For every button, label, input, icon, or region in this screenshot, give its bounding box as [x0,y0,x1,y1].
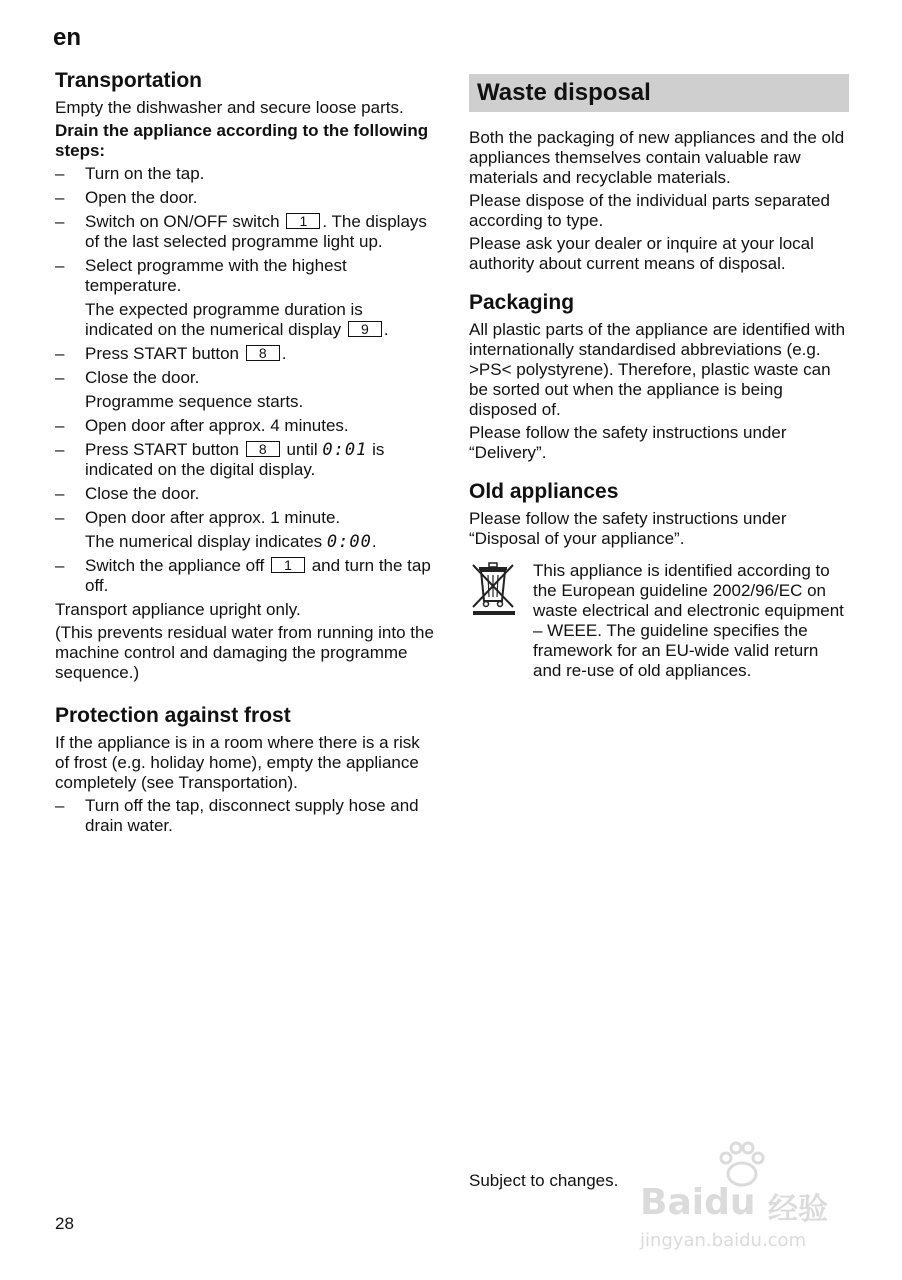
on-off-switch-key: 1 [271,557,305,573]
list-item: – Turn on the tap. [55,164,435,184]
list-note: The expected programme duration is indicated on the numerical display 9 . [85,300,389,339]
watermark [640,1140,860,1260]
watermark-brand: Baidu [640,1182,756,1223]
weee-text: This appliance is identified according to the European guideline 2002/96/EC on waste electrical and electronic equipment – WEEE. The guideline specifies the framework for an EU-wide valid return and re-use of old appliances. [533,561,844,680]
drain-heading: Drain the appliance according to the following steps: [55,121,429,160]
numerical-display-key: 9 [348,321,382,337]
page-number: 28 [55,1214,74,1233]
transportation-heading: Transportation [55,69,203,92]
waste-paragraph: Both the packaging of new appliances and the old appliances themselves contain valuable raw materials and recyclable materials. [469,128,845,187]
subject-to-changes: Subject to changes. [469,1171,619,1190]
watermark-cn: 经验 [768,1192,828,1227]
language-code: en [53,24,82,51]
old-appliances-heading: Old appliances [469,480,619,503]
list-item: – Switch the appliance off 1 and turn the tap off. [55,556,435,596]
list-item: – Close the door. [55,484,435,504]
waste-paragraph: Please ask your dealer or inquire at your local authority about current means of disposal. [469,234,814,273]
list-item: – Open door after approx. 4 minutes. [55,416,435,436]
on-off-switch-key: 1 [286,213,320,229]
watermark-url: jingyan.baidu.com [640,1230,807,1251]
list-item: – Open door after approx. 1 minute. [55,508,435,528]
frost-heading: Protection against frost [55,704,291,727]
right-column [469,68,849,684]
transport-steps [55,164,435,252]
start-button-key: 8 [246,345,280,361]
packaging-paragraph: All plastic parts of the appliance are identified with internationally standardised abbreviations (e.g. >PS< polystyrene). Therefore, plastic waste can be sorted out when the appliance is being disposed of. [469,320,846,419]
list-note: Programme sequence starts. [85,392,304,411]
list-item: – Open the door. [55,188,435,208]
list-item: – Press START button 8 . [55,344,435,364]
upright-reason: (This prevents residual water from running into the machine control and damaging the programme sequence.) [55,623,434,682]
frost-text: If the appliance is in a room where there is a risk of frost (e.g. holiday home), empty the appliance completely (see Transportation). [55,733,420,792]
list-item: – Press START button 8 until 0:01 is indicated on the digital display. [55,440,435,480]
transportation-intro: Empty the dishwasher and secure loose parts. [55,98,404,117]
digital-display-readout: 0:01 [322,440,368,460]
list-item: – Turn off the tap, disconnect supply hose and drain water. [55,796,435,836]
list-item: – Switch on ON/OFF switch 1 . The displays of the last selected programme light up. [55,212,435,252]
crossed-out-bin-icon [469,561,519,684]
upright-note: Transport appliance upright only. [55,600,301,619]
start-button-key: 8 [246,441,280,457]
old-appliances-paragraph: Please follow the safety instructions under “Disposal of your appliance”. [469,509,787,548]
list-item: – Select programme with the highest temperature. [55,256,435,296]
waste-paragraph: Please dispose of the individual parts separated according to type. [469,191,831,230]
packaging-paragraph: Please follow the safety instructions under “Delivery”. [469,423,787,462]
list-note: The numerical display indicates 0:00. [85,532,377,552]
list-item: – Close the door. [55,368,435,388]
weee-notice [469,561,849,684]
waste-disposal-banner: Waste disposal [469,74,849,112]
packaging-heading: Packaging [469,291,575,314]
left-column [55,68,435,840]
digital-display-readout: 0:00 [326,532,372,552]
